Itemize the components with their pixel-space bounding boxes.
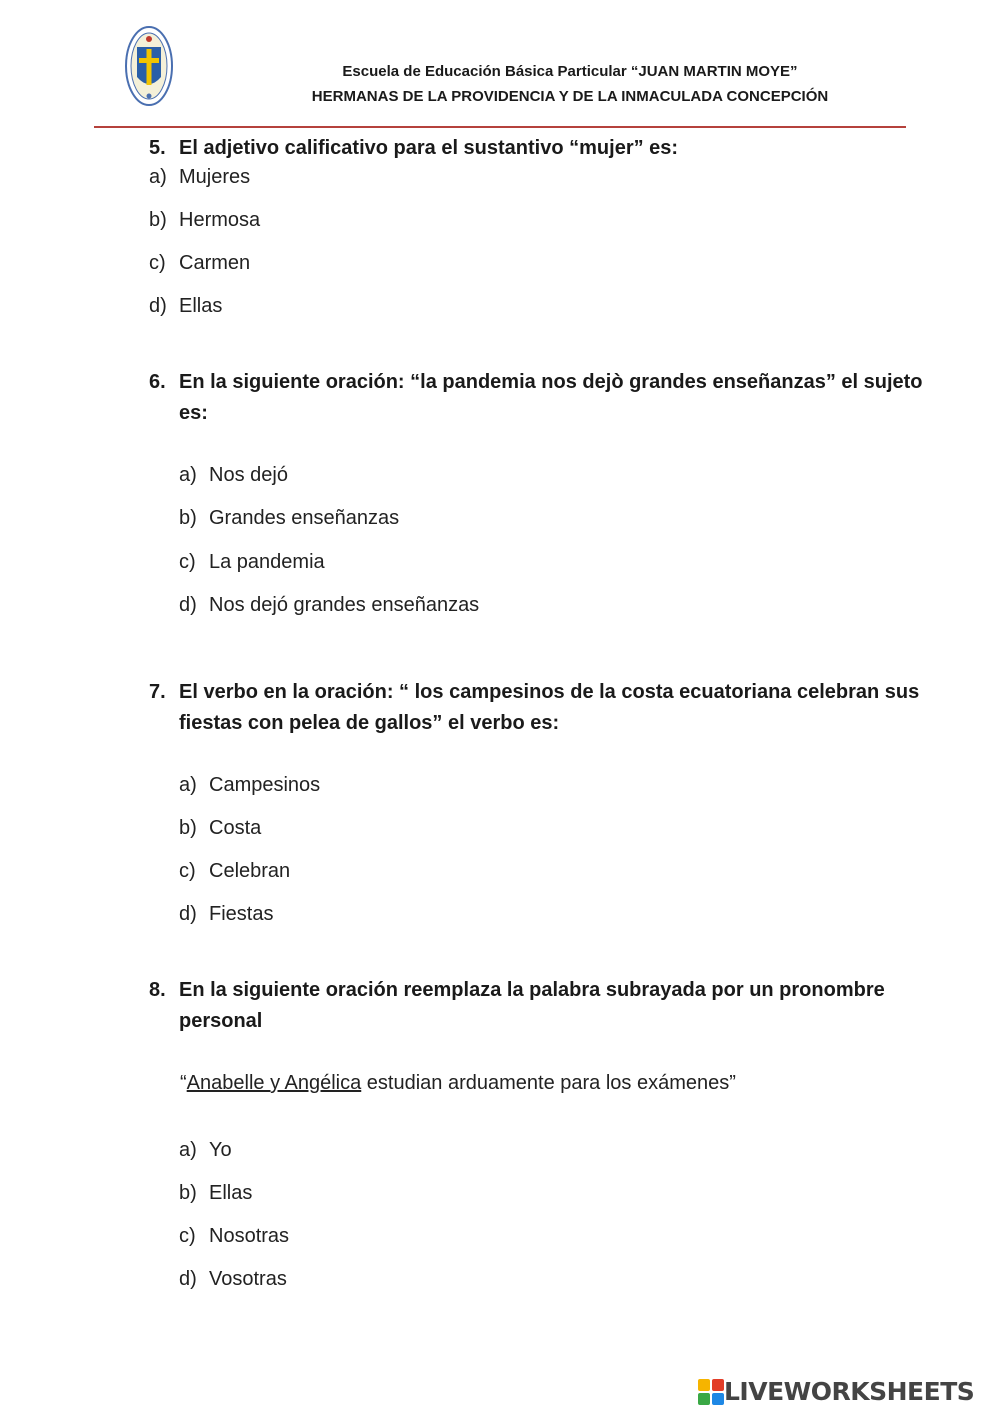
- question-number: 7.: [149, 681, 166, 703]
- question-text: El verbo en la oración: “ los campesinos de la costa ecuatoriana celebran sus fiestas con pelea de gallos” el verbo es:: [179, 681, 920, 734]
- option-6a[interactable]: a) Nos dejó: [179, 464, 288, 486]
- question-5: [149, 133, 939, 164]
- question-6: [149, 367, 949, 429]
- question-text: En la siguiente oración reemplaza la palabra subrayada por un pronombre personal: [179, 979, 885, 1032]
- question-number: 5.: [149, 137, 166, 159]
- school-name: Escuela de Educación Básica Particular “JUAN MARTIN MOYE”: [342, 63, 798, 80]
- option-5b[interactable]: b) Hermosa: [149, 209, 261, 231]
- question-number: 8.: [149, 979, 166, 1001]
- option-6b[interactable]: b) Grandes enseñanzas: [179, 507, 400, 529]
- option-5d[interactable]: d) Ellas: [149, 295, 223, 317]
- liveworksheets-logo-icon: [698, 1379, 724, 1405]
- question-number: 6.: [149, 371, 166, 393]
- option-7b[interactable]: b) Costa: [179, 817, 262, 839]
- header-divider: [94, 126, 906, 128]
- option-6c[interactable]: c) La pandemia: [179, 551, 325, 573]
- school-crest-logo: [124, 25, 174, 107]
- underlined-word: Anabelle y Angélica: [186, 1072, 362, 1094]
- option-8c[interactable]: c) Nosotras: [179, 1225, 290, 1247]
- option-6d[interactable]: d) Nos dejó grandes enseñanzas: [179, 594, 480, 616]
- option-7c[interactable]: c) Celebran: [179, 860, 291, 882]
- option-8a[interactable]: a) Yo: [179, 1139, 232, 1161]
- option-8b[interactable]: b) Ellas: [179, 1182, 253, 1204]
- option-7d[interactable]: d) Fiestas: [179, 903, 274, 925]
- option-5c[interactable]: c) Carmen: [149, 252, 251, 274]
- question-text: En la siguiente oración: “la pandemia nos dejò grandes enseñanzas” el sujeto es:: [179, 371, 923, 424]
- option-8d[interactable]: d) Vosotras: [179, 1268, 287, 1290]
- question-text: El adjetivo calificativo para el sustantivo “mujer” es:: [179, 137, 679, 159]
- liveworksheets-brand-text: LIVEWORKSHEETS: [724, 1377, 975, 1406]
- liveworksheets-watermark: [698, 1378, 974, 1406]
- question-8: [149, 975, 939, 1037]
- congregation-name: HERMANAS DE LA PROVIDENCIA Y DE LA INMACULADA CONCEPCIÓN: [311, 88, 829, 105]
- example-sentence: “Anabelle y Angélica estudian arduamente para los exámenes”: [180, 1072, 736, 1094]
- option-5a[interactable]: a) Mujeres: [149, 166, 251, 188]
- option-7a[interactable]: a) Campesinos: [179, 774, 321, 796]
- question-7: [149, 677, 949, 739]
